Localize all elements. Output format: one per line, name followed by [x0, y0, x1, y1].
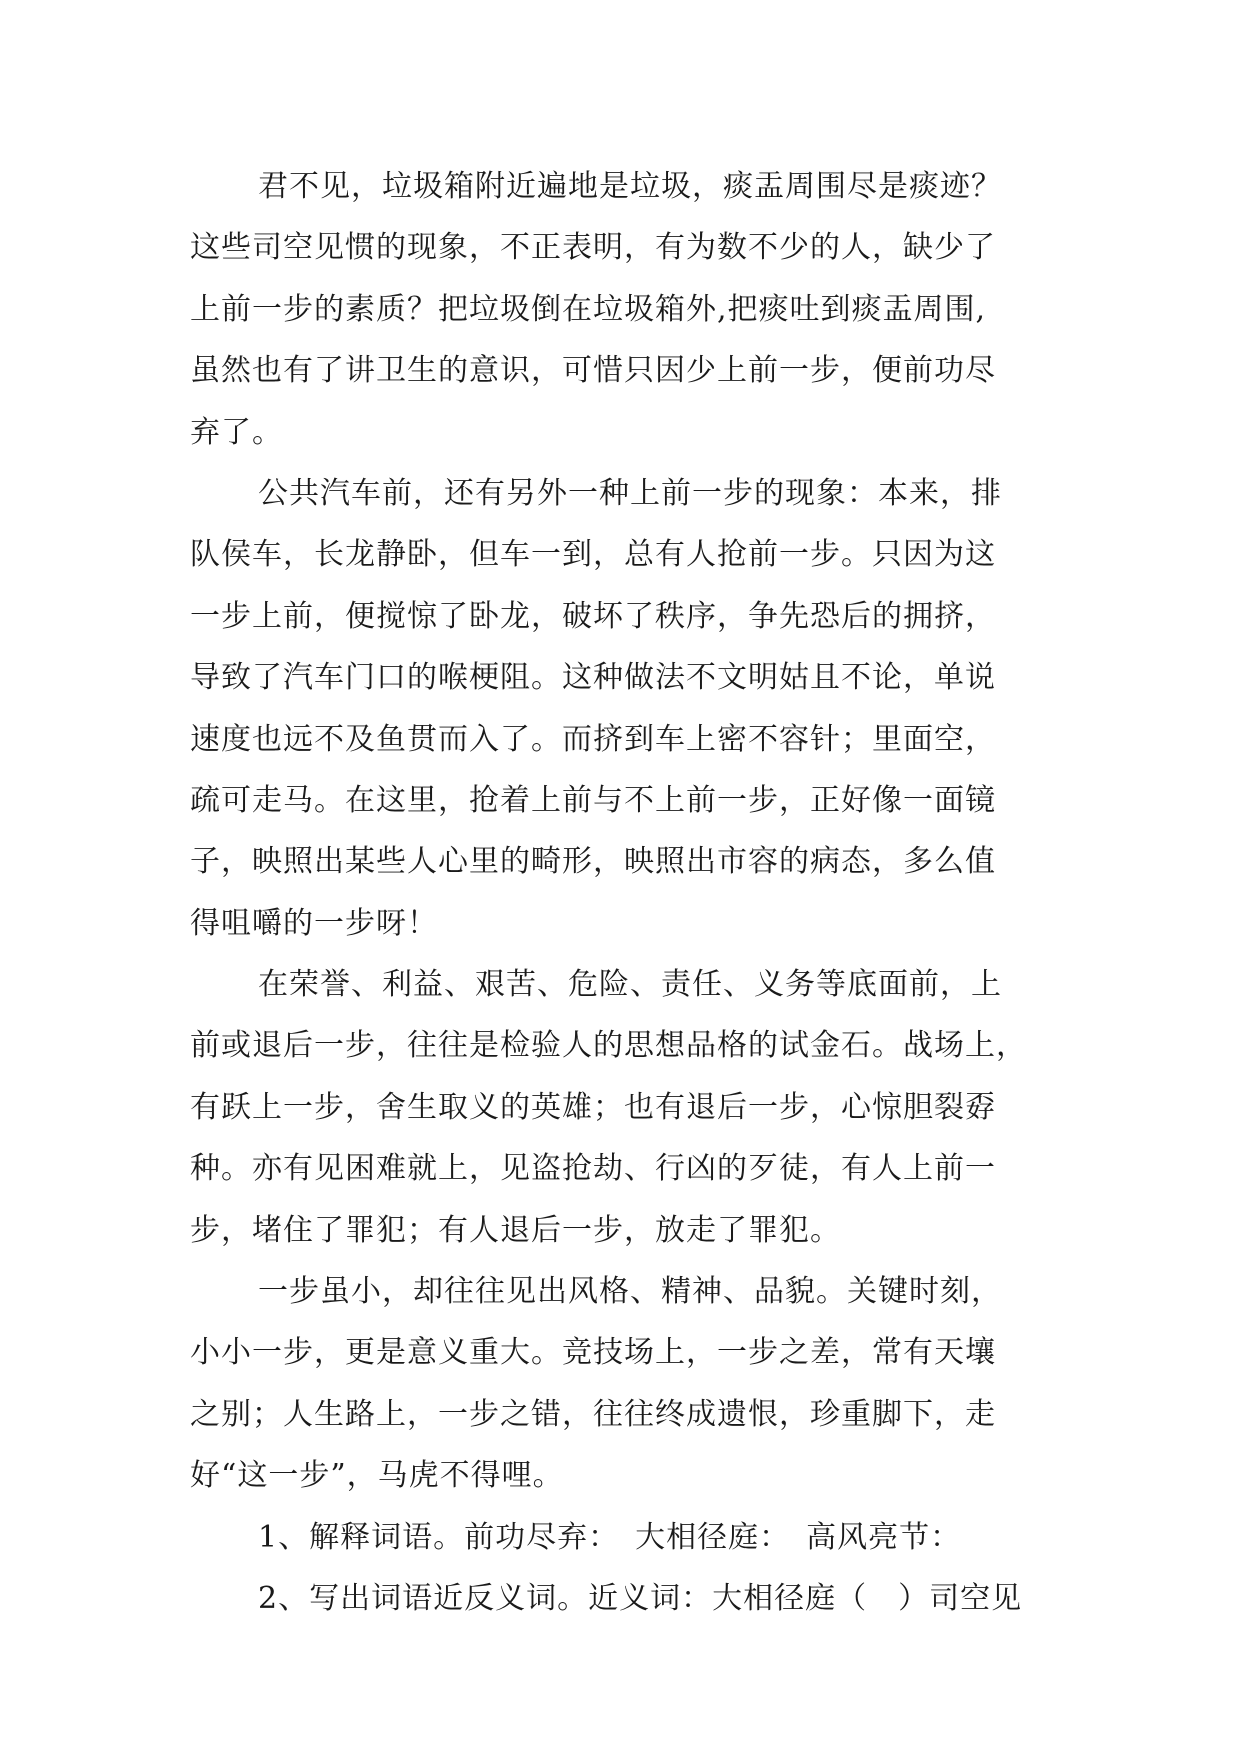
text-line: 在荣誉、利益、艰苦、危险、责任、义务等底面前，上: [258, 967, 1002, 1003]
text-line: 一步上前，便搅惊了卧龙，破坏了秩序，争先恐后的拥挤，: [190, 598, 996, 634]
text-line: 导致了汽车门口的喉梗阻。这种做法不文明姑且不论，单说: [190, 660, 996, 696]
text-line: 弃了。: [190, 414, 283, 450]
question-line: 2、写出词语近反义词。近义词：大相径庭（ ）司空见: [258, 1580, 1023, 1616]
text-line: 子，映照出某些人心里的畸形，映照出市容的病态，多么值: [190, 844, 996, 880]
text-line: 有跃上一步，舍生取义的英雄；也有退后一步，心惊胆裂孬: [190, 1089, 996, 1125]
text-line: 速度也远不及鱼贯而入了。而挤到车上密不容针；里面空，: [190, 721, 996, 757]
text-line: 前或退后一步，往往是检验人的思想品格的试金石。战场上，: [190, 1028, 1027, 1064]
text-line: 这些司空见惯的现象，不正表明，有为数不少的人，缺少了: [190, 230, 996, 266]
question-line: 1、解释词语。前功尽弃： 大相径庭： 高风亮节：: [258, 1519, 962, 1555]
text-line: 上前一步的素质？把垃圾倒在垃圾箱外,把痰吐到痰盂周围,: [190, 291, 987, 327]
article-body: [190, 156, 1090, 1629]
text-line: 队侯车，长龙静卧，但车一到，总有人抢前一步。只因为这: [190, 537, 996, 573]
text-line: 种。亦有见困难就上，见盗抢劫、行凶的歹徒，有人上前一: [190, 1151, 996, 1187]
text-line: 君不见，垃圾箱附近遍地是垃圾，痰盂周围尽是痰迹？: [258, 169, 1002, 204]
text-line: 得咀嚼的一步呀！: [190, 905, 438, 941]
text-line: 小小一步，更是意义重大。竞技场上，一步之差，常有天壤: [190, 1335, 996, 1371]
text-line: 好“这一步”，马虎不得哩。: [190, 1458, 564, 1494]
text-line: 一步虽小，却往往见出风格、精神、品貌。关键时刻，: [258, 1274, 1002, 1310]
text-line: 步，堵住了罪犯；有人退后一步，放走了罪犯。: [190, 1212, 841, 1248]
text-line: 之别；人生路上，一步之错，往往终成遗恨，珍重脚下，走: [190, 1396, 996, 1432]
text-line: 公共汽车前，还有另外一种上前一步的现象：本来，排: [258, 475, 1002, 511]
text-line: 疏可走马。在这里，抢着上前与不上前一步，正好像一面镜: [190, 782, 996, 818]
text-line: 虽然也有了讲卫生的意识，可惜只因少上前一步，便前功尽: [190, 353, 996, 389]
